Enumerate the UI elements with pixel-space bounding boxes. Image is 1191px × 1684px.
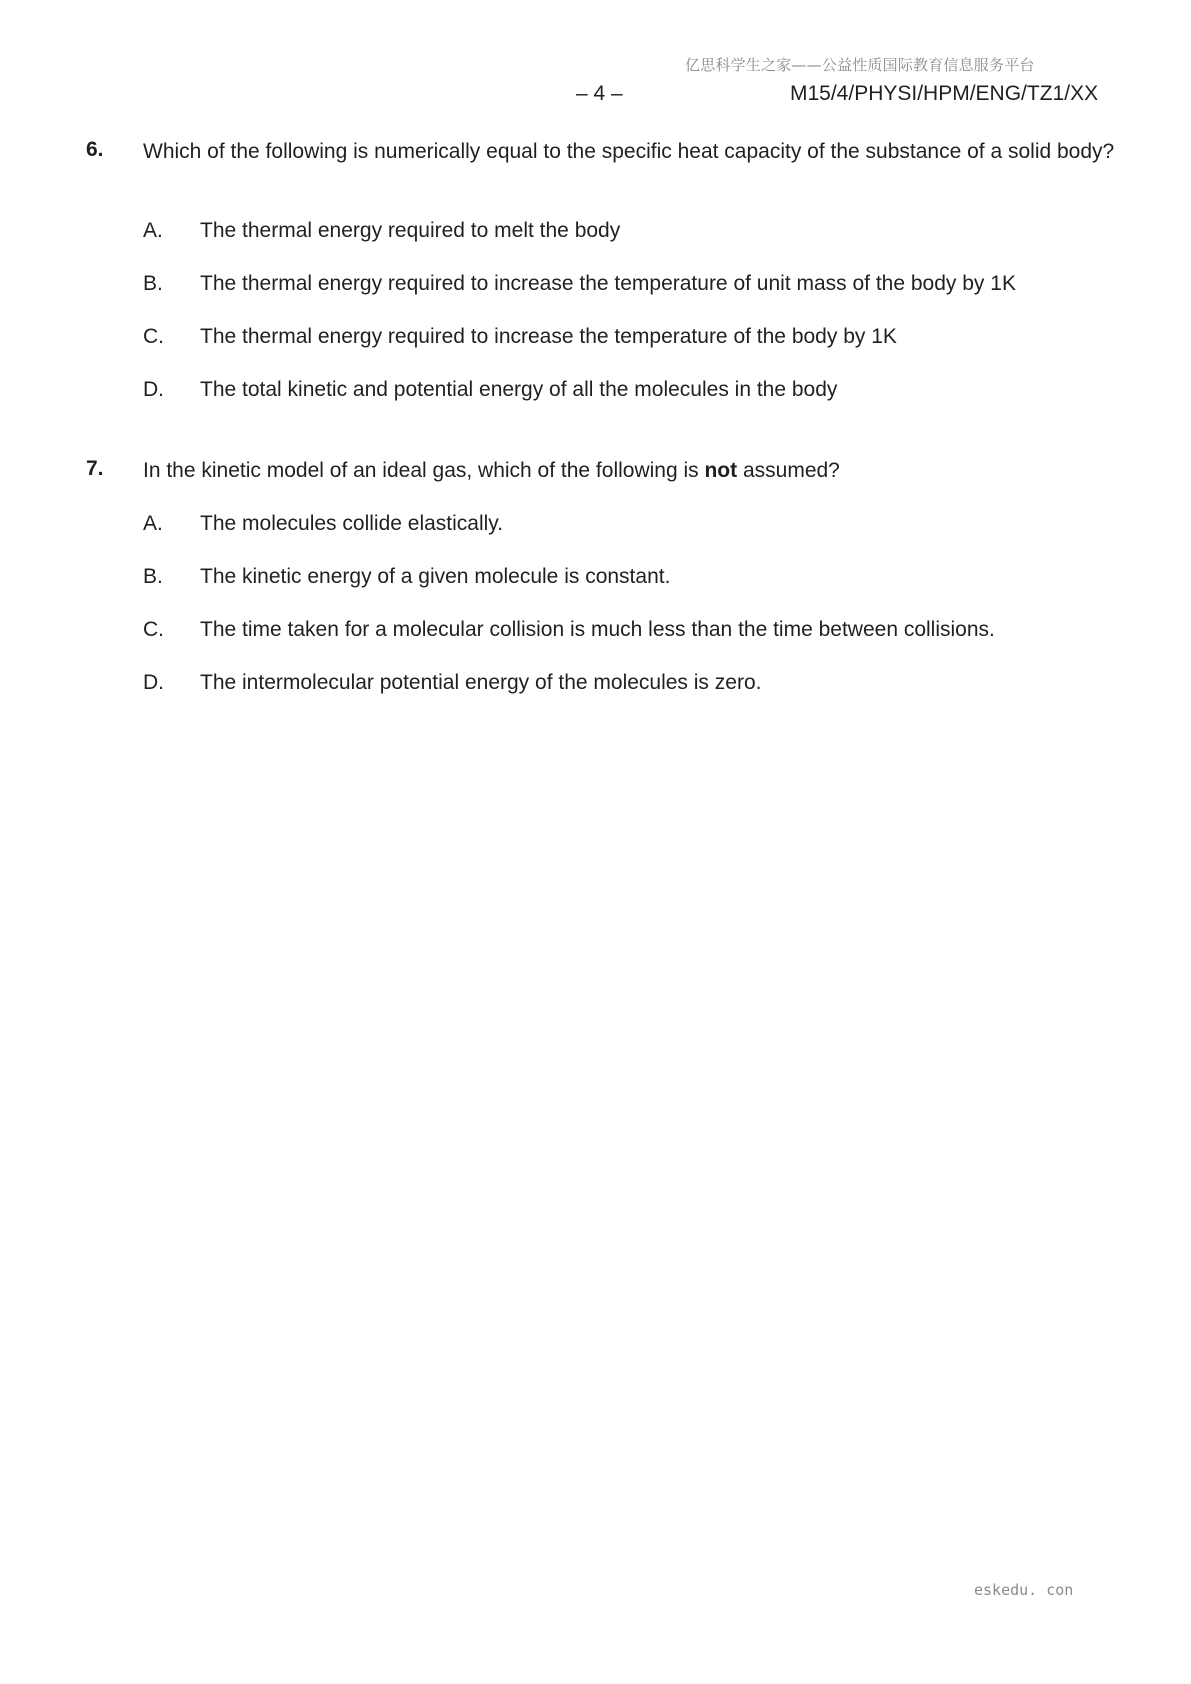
footer-watermark: eskedu. con	[974, 1581, 1074, 1599]
question-stem: Which of the following is numerically equal to the specific heat capacity of the substance of a solid body?	[143, 140, 1115, 163]
option-text: The total kinetic and potential energy of all the molecules in the body	[200, 378, 838, 401]
option-letter: B.	[143, 272, 163, 295]
stem-text: In the kinetic model of an ideal gas, which of the following is	[143, 459, 705, 482]
option-text: The thermal energy required to increase the temperature of unit mass of the body by 1K	[200, 272, 1016, 295]
option-text: The molecules collide elastically.	[200, 512, 504, 535]
paper-code: M15/4/PHYSI/HPM/ENG/TZ1/XX	[790, 82, 1099, 105]
option-letter: B.	[143, 565, 163, 588]
option-text: The time taken for a molecular collision is much less than the time between collisions.	[200, 618, 995, 641]
question-number: 6.	[86, 138, 104, 161]
stem-text-end: assumed?	[737, 459, 840, 482]
option-letter: D.	[143, 378, 164, 401]
option-letter: C.	[143, 325, 164, 348]
option-text: The thermal energy required to melt the body	[200, 219, 621, 242]
header-watermark: 亿思科学生之家——公益性质国际教育信息服务平台	[685, 56, 1035, 74]
page-number: – 4 –	[576, 82, 623, 105]
question-stem	[143, 457, 1191, 484]
stem-emphasis: not	[704, 459, 738, 482]
option-letter: D.	[143, 671, 164, 694]
option-letter: A.	[143, 219, 163, 242]
option-letter: C.	[143, 618, 164, 641]
option-text: The thermal energy required to increase the temperature of the body by 1K	[200, 325, 897, 348]
question-number: 7.	[86, 457, 104, 480]
option-text: The intermolecular potential energy of the molecules is zero.	[200, 671, 762, 694]
option-text: The kinetic energy of a given molecule is constant.	[200, 565, 671, 588]
option-letter: A.	[143, 512, 163, 535]
